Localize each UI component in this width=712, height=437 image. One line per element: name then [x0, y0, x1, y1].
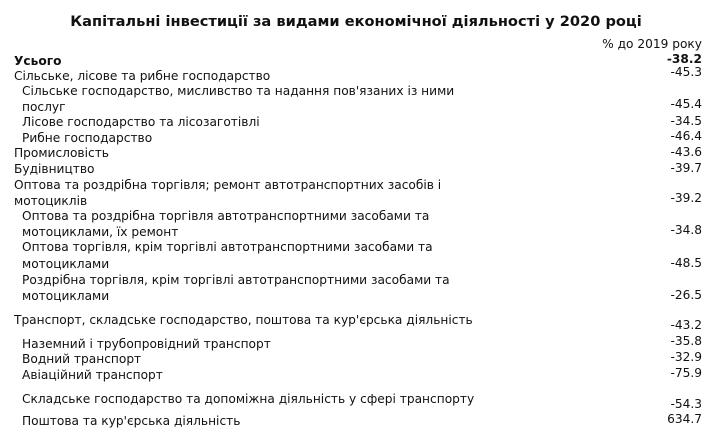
row-label: Рибне господарство	[22, 131, 153, 145]
row-value: -54.3	[670, 397, 702, 411]
row-value: -43.6	[670, 145, 702, 159]
row-value: -48.5	[670, 256, 702, 270]
row-label-cont: мотоциклами	[22, 289, 110, 303]
row-value: -45.4	[670, 97, 702, 111]
row-label: Оптова торгівля, крім торгівлі автотранспортними засобами та	[22, 240, 433, 254]
row-label: Складське господарство та допоміжна діяльність у сфері транспорту	[22, 392, 475, 406]
row-label: Лісове господарство та лісозаготівлі	[22, 115, 260, 129]
row-label: Промисловість	[14, 146, 109, 160]
row-label: Усього	[14, 54, 62, 68]
row-value: -39.7	[670, 161, 702, 175]
row-label: Авіаційний транспорт	[22, 368, 163, 382]
row-label: Сільське господарство, мисливство та надання пов'язаних із ними	[22, 84, 455, 98]
row-label: Оптова та роздрібна торгівля автотранспортними засобами та	[22, 209, 430, 223]
row-label: Будівництво	[14, 162, 95, 176]
row-value: 634.7	[667, 412, 702, 426]
row-value: -34.8	[670, 223, 702, 237]
row-label: Поштова та кур'єрська діяльність	[22, 414, 241, 428]
row-label: Водний транспорт	[22, 352, 142, 366]
row-label: Роздрібна торгівля, крім торгівлі автотранспортними засобами та	[22, 273, 450, 287]
row-label-cont: мотоциклами	[22, 257, 110, 271]
row-label-cont: мотоциклів	[14, 194, 88, 208]
row-label-cont: мотоциклами, їх ремонт	[22, 225, 179, 239]
row-label: Транспорт, складське господарство, поштова та кур'єрська діяльність	[14, 313, 473, 327]
row-value: -46.4	[670, 129, 702, 143]
table-title: Капітальні інвестиції за видами економічної діяльності у 2020 році	[70, 13, 642, 30]
row-label-cont: послуг	[22, 100, 66, 114]
row-value: -75.9	[670, 366, 702, 380]
row-value: -43.2	[670, 318, 702, 332]
row-value: -45.3	[670, 65, 702, 79]
row-label: Наземний і трубопровідний транспорт	[22, 337, 271, 351]
row-label: Сільське, лісове та рибне господарство	[14, 69, 271, 83]
row-label: Оптова та роздрібна торгівля; ремонт автотранспортних засобів і	[14, 178, 442, 192]
row-value: -26.5	[670, 288, 702, 302]
unit-label: % до 2019 року	[602, 37, 702, 51]
row-value: -39.2	[670, 191, 702, 205]
row-value: -32.9	[670, 350, 702, 364]
row-value: -35.8	[670, 334, 702, 348]
row-value: -34.5	[670, 114, 702, 128]
row-value: -38.2	[666, 52, 702, 66]
